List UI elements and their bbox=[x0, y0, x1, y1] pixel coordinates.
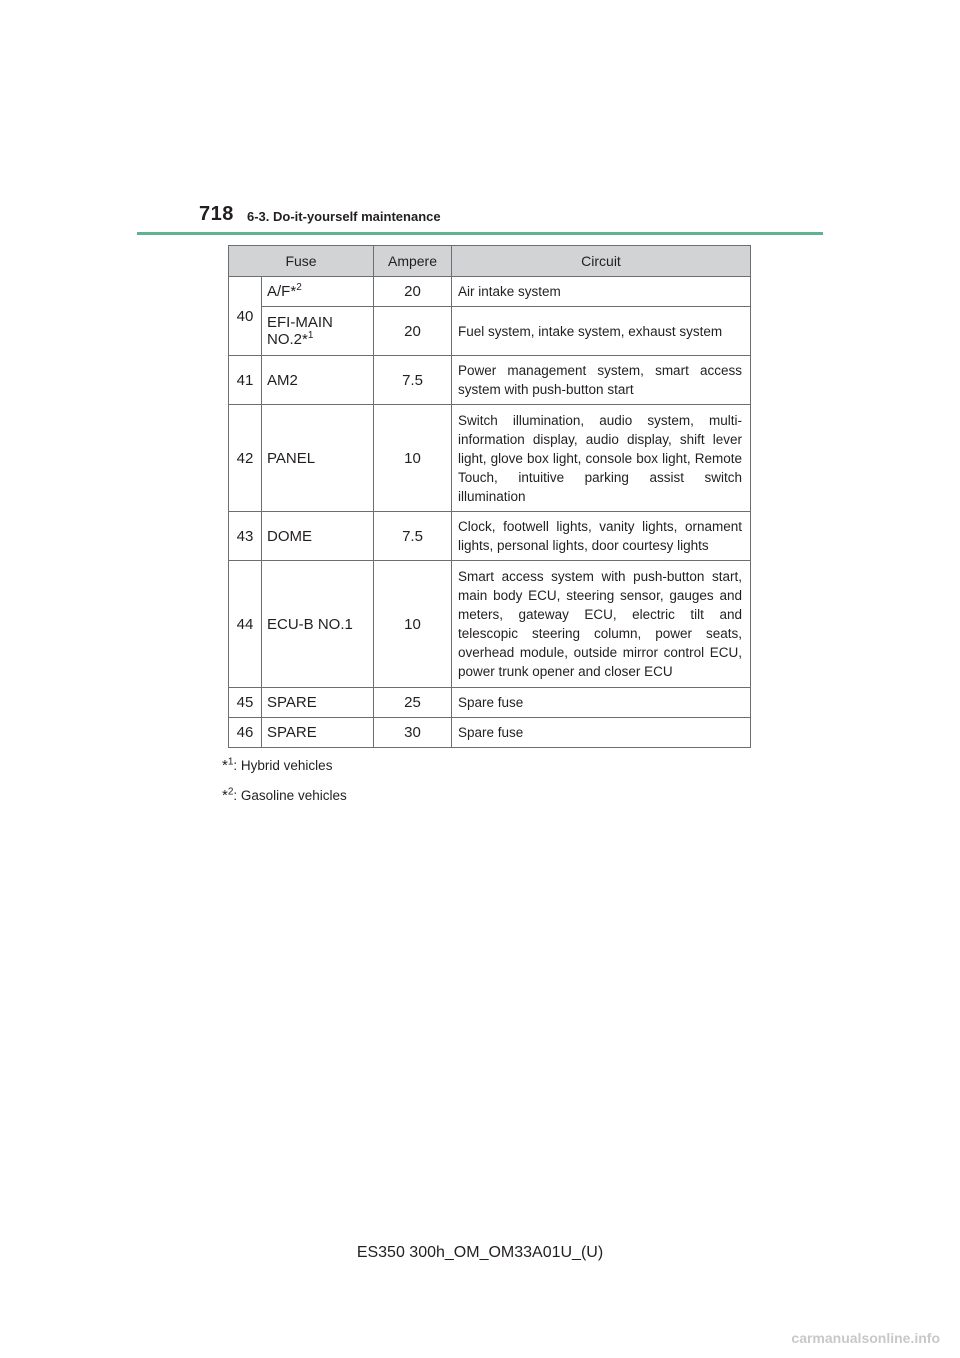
fuse-circuit: Fuel system, intake system, exhaust system bbox=[452, 307, 751, 356]
fuse-ampere: 30 bbox=[374, 718, 452, 748]
fuse-table bbox=[228, 245, 751, 748]
fuse-name: PANEL bbox=[262, 405, 374, 512]
fuse-number: 41 bbox=[229, 356, 262, 405]
fuse-name: DOME bbox=[262, 512, 374, 561]
fuse-name: AM2 bbox=[262, 356, 374, 405]
fuse-ampere: 10 bbox=[374, 561, 452, 688]
table-row bbox=[229, 277, 751, 307]
fuse-ampere: 10 bbox=[374, 405, 452, 512]
fuse-name: A/F*$^2$ bbox=[262, 277, 374, 307]
fuse-name: ECU-B NO.1 bbox=[262, 561, 374, 688]
table-row bbox=[229, 405, 751, 512]
fuse-circuit: Clock, footwell lights, vanity lights, ornament lights, personal lights, door courtesy lights bbox=[452, 512, 751, 561]
fuse-circuit: Air intake system bbox=[452, 277, 751, 307]
fuse-ampere: 7.5 bbox=[374, 512, 452, 561]
fuse-number: 45 bbox=[229, 688, 262, 718]
fuse-name: SPARE bbox=[262, 688, 374, 718]
footnote-gasoline: *$^2$: Gasoline vehicles bbox=[222, 786, 347, 804]
table-row bbox=[229, 356, 751, 405]
table-header-row bbox=[229, 246, 751, 277]
fuse-name: EFI-MAIN NO.2*$^1$ bbox=[262, 307, 374, 356]
fuse-number: 46 bbox=[229, 718, 262, 748]
fuse-circuit: Switch illumination, audio system, multi-information display, audio display, shift lever light, glove box light, console box light, Remote Touch, intuitive parking assist switch illumination bbox=[452, 405, 751, 512]
column-header-ampere: Ampere bbox=[374, 246, 452, 277]
fuse-name: SPARE bbox=[262, 718, 374, 748]
table-row bbox=[229, 512, 751, 561]
header-rule bbox=[137, 232, 823, 235]
fuse-ampere: 20 bbox=[374, 307, 452, 356]
column-header-circuit: Circuit bbox=[452, 246, 751, 277]
table-row bbox=[229, 718, 751, 748]
fuse-number: 43 bbox=[229, 512, 262, 561]
fuse-circuit: Power management system, smart access system with push-button start bbox=[452, 356, 751, 405]
page-number: 718 bbox=[199, 203, 234, 225]
fuse-ampere: 7.5 bbox=[374, 356, 452, 405]
column-header-fuse: Fuse bbox=[229, 246, 374, 277]
watermark: carmanualsonline.info bbox=[791, 1330, 940, 1346]
section-title: 6-3. Do-it-yourself maintenance bbox=[247, 209, 441, 224]
fuse-ampere: 25 bbox=[374, 688, 452, 718]
table-row bbox=[229, 307, 751, 356]
fuse-circuit: Spare fuse bbox=[452, 718, 751, 748]
table-row bbox=[229, 688, 751, 718]
fuse-circuit: Smart access system with push-button start, main body ECU, steering sensor, gauges and meters, gateway ECU, electric tilt and telescopic steering column, power seats, overhead module, outside mirror control ECU, power trunk opener and closer ECU bbox=[452, 561, 751, 688]
footnote-hybrid: *$^1$: Hybrid vehicles bbox=[222, 756, 333, 774]
fuse-number: 40 bbox=[229, 277, 262, 356]
table-row bbox=[229, 561, 751, 688]
fuse-number: 44 bbox=[229, 561, 262, 688]
fuse-circuit: Spare fuse bbox=[452, 688, 751, 718]
fuse-ampere: 20 bbox=[374, 277, 452, 307]
document-code: ES350 300h_OM_OM33A01U_(U) bbox=[356, 1244, 604, 1261]
fuse-number: 42 bbox=[229, 405, 262, 512]
